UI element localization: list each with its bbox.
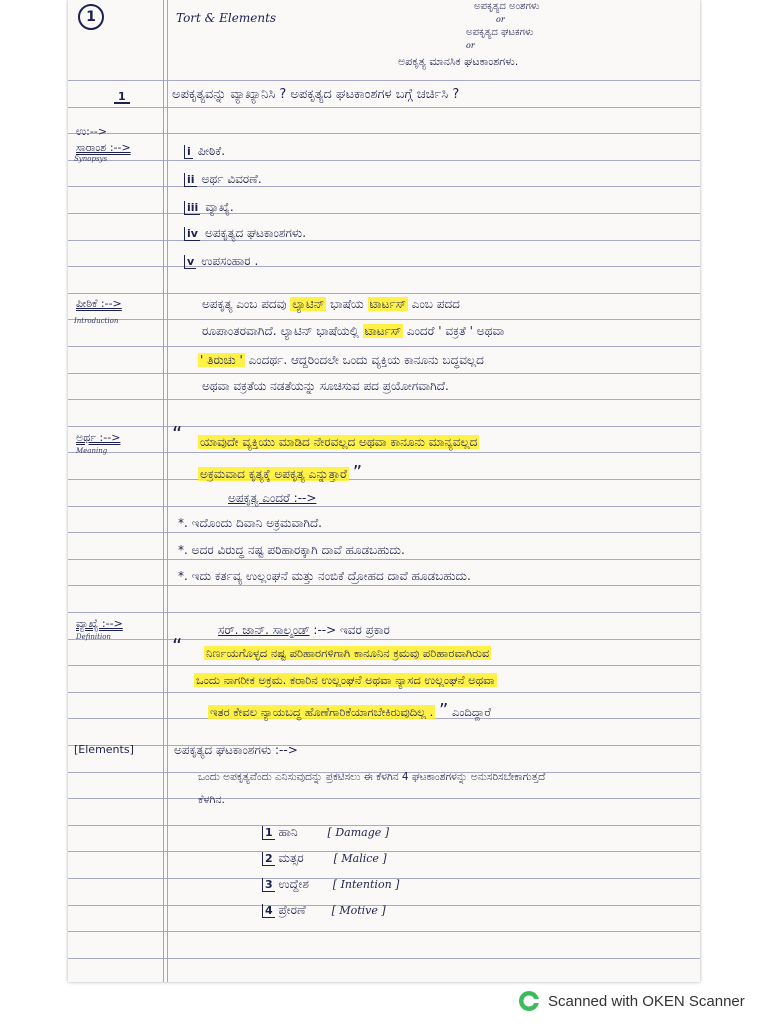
- meaning-bullet: [178, 570, 471, 582]
- definition-said: ಎಂದಿದ್ದಾರೆ: [451, 705, 491, 719]
- introduction-sublabel: Introduction: [74, 317, 119, 325]
- intro-text: ಅಪಕೃತ್ಯ ಎಂಬ ಪದವು: [202, 297, 287, 311]
- synopsis-item: [184, 252, 258, 268]
- element-item-english: [ Malice ]: [333, 852, 387, 865]
- elements-intro-line-2: ಕೆಳಗಿನ.: [198, 793, 225, 806]
- element-item: [262, 826, 389, 838]
- element-item-english: [ Motive ]: [331, 904, 386, 917]
- definition-highlight: ಇತರ ಕೇವಲ ನ್ಯಾಯಬದ್ಧ ಹೊಣೆಗಾರಿಕೆಯಾಗಬೇಕಿರುವುದಿಲ್ಲ .: [210, 705, 434, 719]
- definition-sublabel: Definition: [76, 633, 111, 641]
- margin-line-inner: [167, 0, 168, 982]
- element-item-text: ಮತ್ಸರ: [278, 851, 304, 865]
- bullet-text: ಇದು ಕರ್ತವ್ಯ ಉಲ್ಲಂಘನೆ ಮತ್ತು ನಂಬಿಕೆ ದ್ರೋಹದ ದಾವೆ ಹೂಡಬಹುದು.: [191, 569, 471, 583]
- meaning-line-1: [198, 436, 479, 448]
- intro-highlight: ಟಾರ್ಟಸ್: [369, 297, 406, 311]
- question-number: 1: [114, 91, 130, 104]
- introduction-line-3: [198, 354, 484, 366]
- element-item-number: 1: [262, 826, 275, 840]
- element-item-english: [ Damage ]: [327, 826, 390, 839]
- synopsis-item-number: iii: [184, 201, 200, 215]
- bullet-mark: *.: [178, 543, 188, 557]
- intro-highlight: ' ತಿರುಚು ': [200, 353, 243, 367]
- element-item-number: 2: [262, 852, 275, 866]
- introduction-line-4: ಅಥವಾ ವಕ್ರತೆಯ ನಡತೆಯನ್ನು ಸೂಚಿಸುವ ಪದ ಪ್ರಯೋಗವಾಗಿದೆ.: [202, 379, 449, 393]
- element-item-english: [ Intention ]: [332, 878, 400, 891]
- synopsis-item: [184, 198, 234, 214]
- element-item-number: 3: [262, 878, 275, 892]
- meaning-sublabel: Meaning: [76, 447, 108, 455]
- header-right-line3: ಅಪಕೃತ್ಯ ಮಾನಸಿಕ ಘಟಕಾಂಶಗಳು.: [398, 55, 519, 68]
- elements-heading: ಅಪಕೃತ್ಯದ ಘಟಕಾಂಶಗಳು :-->: [174, 743, 298, 757]
- synopsis-item-text: ಅಪಕೃತ್ಯದ ಘಟಕಾಂಶಗಳು.: [205, 226, 307, 240]
- synopsis-item-text: ವ್ಯಾಖ್ಯೆ.: [205, 200, 234, 214]
- bullet-mark: *.: [178, 569, 188, 583]
- header-left-title: Tort & Elements: [176, 11, 277, 25]
- synopsis-item: [184, 142, 225, 158]
- oken-logo-icon: [518, 990, 540, 1012]
- definition-author-suffix: :--> ಇವರ ಪ್ರಕಾರ: [313, 623, 390, 637]
- synopsis-item-text: ಅರ್ಥ ವಿವರಣೆ.: [201, 172, 262, 186]
- definition-highlight: ನಿರ್ಣಯಗೊಳ್ಳದ ನಷ್ಟ ಪರಿಹಾರಗಳಿಗಾಗಿ ಕಾನೂನಿನ ಕ್ರಮವು ಪರಿಹಾರವಾಗಿರುವ: [206, 646, 490, 660]
- page-number: 1: [78, 4, 104, 30]
- synopsis-item-number: iv: [184, 227, 200, 241]
- meaning-line-2: [198, 464, 362, 482]
- definition-highlight: ಒಂದು ನಾಗರೀಕ ಅಕ್ರಮ. ಕರಾರಿನ ಉಲ್ಲಂಘನೆ ಅಥವಾ ನ್ಯಾಸದ ಉಲ್ಲಂಘನೆ ಅಥವಾ: [196, 673, 495, 687]
- synopsis-item-number: i: [184, 145, 193, 159]
- synopsis-label: ಸಾರಾಂಶ :-->: [76, 141, 131, 154]
- definition-author-line: [218, 624, 390, 636]
- synopsis-item-number: ii: [184, 173, 197, 187]
- header-right-or2: or: [466, 41, 475, 50]
- intro-text: ರೂಪಾಂತರವಾಗಿದೆ. ಲ್ಯಾಟಿನ್ ಭಾಷೆಯಲ್ಲಿ: [202, 324, 359, 338]
- element-item-text: ಹಾನಿ: [278, 825, 298, 839]
- definition-quote-open: “: [172, 634, 183, 658]
- scanner-watermark-text: Scanned with OKEN Scanner: [548, 992, 745, 1010]
- synopsis-sublabel: Synopsys: [74, 155, 108, 163]
- synopsis-item-text: ಉಪಸಂಹಾರ .: [201, 254, 259, 268]
- intro-text: ಎಂಬ ಪದದ: [411, 297, 460, 311]
- elements-intro-line-1: ಒಂದು ಅಪಕೃತ್ಯವೆಂದು ಎನಿಸುವುದನ್ನು ಪ್ರಕಟಿಸಲು ಈ ಕೆಳಗಿನ 4 ಘಟಕಾಂಶಗಳನ್ನು ಅನುಸರಿಸಬೇಕಾಗುತ್ತದೆ: [198, 771, 546, 783]
- synopsis-item: [184, 224, 306, 240]
- header-right-line2: ಅಪಕೃತ್ಯದ ಘಟಕಗಳು: [466, 27, 534, 38]
- introduction-line-1: [202, 298, 460, 310]
- definition-quote-close: ”: [438, 700, 449, 721]
- meaning-quote-open: “: [172, 422, 183, 446]
- element-item: [262, 904, 386, 916]
- answer-label: ಉ:-->: [76, 125, 108, 138]
- element-item: [262, 852, 387, 864]
- meaning-bullet: [178, 544, 405, 556]
- question-text: ಅಪಕೃತ್ಯವನ್ನು ವ್ಯಾಖ್ಯಾನಿಸಿ ? ಅಪಕೃತ್ಯದ ಘಟಕಾಂಶಗಳ ಬಗ್ಗೆ ಚರ್ಚಿಸಿ ?: [172, 87, 460, 102]
- element-item-text: ಉದ್ದೇಶ: [278, 877, 309, 891]
- definition-line-3: [208, 702, 491, 720]
- definition-author: ಸರ್. ಜಾನ್. ಸಾಲ್ಮಂಡ್: [218, 623, 310, 637]
- scanner-watermark: [518, 990, 745, 1012]
- definition-line-1: [204, 648, 491, 660]
- element-item: [262, 878, 399, 890]
- intro-text: ಎಂದರ್ಥ. ಆದ್ದರಿಂದಲೇ ಒಂದು ವ್ಯಕ್ತಿಯ ಕಾನೂನು ಬದ್ಧವಲ್ಲದ: [248, 353, 484, 367]
- definition-line-2: [194, 675, 497, 687]
- meaning-highlight: ಅಕ್ರಮವಾದ ಕೃತ್ಯಕ್ಕೆ ಅಪಕೃತ್ಯ ಎನ್ನುತ್ತಾರೆ: [200, 467, 347, 481]
- bullet-mark: *.: [178, 516, 188, 530]
- synopsis-item-text: ಪೀಠಿಕೆ.: [197, 144, 226, 158]
- margin-line-outer: [163, 0, 164, 982]
- introduction-label: ಪೀಠಿಕೆ :-->: [76, 297, 122, 310]
- meaning-highlight: ಯಾವುದೇ ವ್ಯಕ್ತಿಯು ಮಾಡಿದ ನೇರವಲ್ಲದ ಅಥವಾ ಕಾನೂನು ಮಾನ್ಯವಲ್ಲದ: [200, 435, 478, 449]
- intro-highlight: ಟಾರ್ಟಸ್: [364, 324, 402, 338]
- introduction-line-2: [202, 325, 504, 337]
- elements-label: [Elements]: [74, 743, 134, 756]
- element-item-number: 4: [262, 904, 275, 918]
- synopsis-item-number: v: [184, 255, 196, 269]
- intro-highlight: ಲ್ಯಾಟಿನ್: [292, 297, 325, 311]
- meaning-label: ಅರ್ಥ :-->: [76, 431, 121, 444]
- synopsis-item: [184, 170, 262, 186]
- meaning-bullet: [178, 517, 322, 529]
- bullet-text: ಇದೊಂದು ದಿವಾನಿ ಅಕ್ರಮವಾಗಿದೆ.: [191, 516, 322, 530]
- header-right-or1: or: [496, 15, 505, 24]
- header-right-line1: ಅಪಕೃತ್ಯದ ಅಂಶಗಳು: [474, 1, 540, 12]
- meaning-quote-close: ”: [352, 462, 363, 483]
- intro-text: ಎಂದರೆ ' ವಕ್ರತೆ ' ಅಥವಾ: [406, 324, 505, 338]
- notebook-page: [68, 0, 700, 982]
- intro-text: ಭಾಷೆಯ: [330, 297, 364, 311]
- meaning-sub-heading: ಅಪಕೃತ್ಯ ಎಂದರೆ :-->: [228, 491, 317, 505]
- bullet-text: ಅದರ ವಿರುದ್ಧ ನಷ್ಟ ಪರಿಹಾರಕ್ಕಾಗಿ ದಾವೆ ಹೂಡಬಹುದು.: [191, 543, 405, 557]
- definition-label: ವ್ಯಾಖ್ಯೆ :-->: [76, 617, 123, 630]
- element-item-text: ಪ್ರೇರಣೆ: [278, 903, 306, 917]
